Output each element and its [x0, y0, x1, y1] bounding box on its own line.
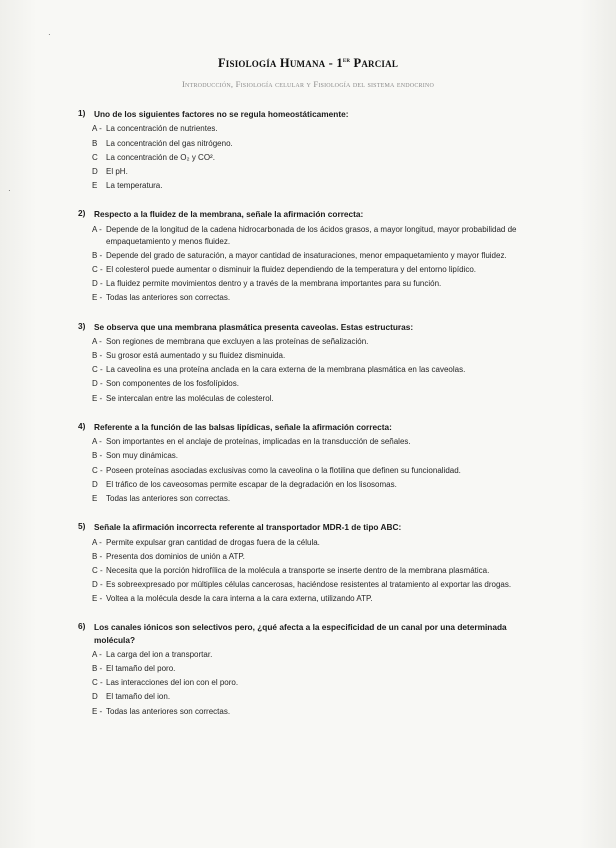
answer-option [92, 378, 548, 390]
option-letter: A - [92, 537, 102, 547]
answer-option [92, 278, 548, 290]
option-text: La carga del ion a transportar. [106, 650, 213, 660]
option-text: El tráfico de los caveosomas permite escapar de la degradación en los lisosomas. [106, 479, 397, 489]
option-list [92, 436, 548, 505]
question-number: 4) [78, 420, 86, 431]
answer-option [92, 565, 548, 577]
option-letter: C - [92, 265, 103, 275]
option-letter: A - [92, 437, 102, 447]
question-3 [78, 321, 548, 405]
option-list [92, 224, 548, 305]
question-text: Los canales iónicos son selectivos pero, ¿qué afecta a la especificidad de un canal por una determinada molécula? [94, 622, 507, 645]
answer-option [92, 336, 548, 348]
option-letter: E [92, 180, 98, 190]
option-letter: E - [92, 293, 103, 303]
option-list [92, 336, 548, 405]
question-5 [78, 521, 548, 605]
question-stem [78, 321, 548, 333]
title-superscript: er [342, 56, 351, 64]
question-stem [78, 521, 548, 533]
answer-option [92, 364, 548, 376]
option-letter: C [92, 152, 98, 162]
exam-subtitle: Introducción, Fisiología celular y Fisiología del sistema endocrino [182, 79, 434, 90]
answer-option [92, 350, 548, 362]
question-1 [78, 108, 548, 192]
option-text: Voltea a la molécula desde la cara interna a la cara externa, utilizando ATP. [106, 593, 373, 603]
option-text: El tamaño del poro. [106, 664, 176, 674]
option-letter: A - [92, 650, 102, 660]
answer-option [92, 152, 548, 164]
question-number: 5) [78, 521, 86, 532]
option-text: Las interacciones del ion con el poro. [106, 678, 239, 688]
option-letter: B - [92, 251, 103, 261]
option-letter: B [92, 138, 98, 148]
option-text: Poseen proteínas asociadas exclusivas como la caveolina o la flotilina que definen su funcionalidad. [106, 465, 461, 475]
option-text: La concentración del gas nitrógeno. [106, 138, 233, 148]
option-list [92, 649, 548, 718]
option-text: La concentración de nutrientes. [106, 124, 218, 134]
exam-header [0, 56, 616, 89]
answer-option [92, 138, 548, 150]
answer-option [92, 250, 548, 262]
option-text: La concentración de O₂ y CO². [106, 152, 215, 162]
question-number: 2) [78, 208, 86, 219]
question-number: 3) [78, 320, 86, 331]
scan-mark: · [8, 186, 11, 195]
answer-option [92, 436, 548, 448]
answer-option [92, 537, 548, 549]
answer-option [92, 465, 548, 477]
answer-option [92, 677, 548, 689]
option-text: Son regiones de membrana que excluyen a las proteínas de señalización. [106, 337, 369, 347]
option-text: Depende del grado de saturación, a mayor cantidad de insaturaciones, menor empaquetamiento y mayor fluidez. [106, 251, 507, 261]
question-6 [78, 621, 548, 718]
option-letter: A - [92, 224, 102, 234]
option-letter: C - [92, 565, 103, 575]
answer-option [92, 493, 548, 505]
exam-title [0, 56, 616, 71]
option-text: El pH. [106, 166, 128, 176]
answer-option [92, 123, 548, 135]
option-letter: D [92, 692, 98, 702]
question-2 [78, 208, 548, 305]
option-letter: B - [92, 451, 103, 461]
option-letter: D - [92, 379, 103, 389]
answer-option [92, 180, 548, 192]
answer-option [92, 649, 548, 661]
option-letter: B - [92, 351, 103, 361]
option-text: La caveolina es una proteína anclada en la cara externa de la membrana plasmática en las caveolas. [106, 365, 466, 375]
answer-option [92, 292, 548, 304]
question-list [78, 108, 548, 734]
option-letter: D [92, 166, 98, 176]
question-stem [78, 421, 548, 433]
option-letter: D - [92, 579, 103, 589]
question-text: Referente a la función de las balsas lipídicas, señale la afirmación correcta: [94, 421, 392, 432]
option-text: Depende de la longitud de la cadena hidrocarbonada de los ácidos grasos, a mayor longitud, mayor probabilidad de empaquetamiento y menos fluidez. [106, 224, 517, 246]
question-4 [78, 421, 548, 505]
option-text: La fluidez permite movimientos dentro y a través de la membrana importantes para su función. [106, 279, 442, 289]
option-text: Permite expulsar gran cantidad de drogas fuera de la célula. [106, 537, 320, 547]
question-stem [78, 108, 548, 120]
answer-option [92, 551, 548, 563]
answer-option [92, 224, 548, 249]
option-text: Todas las anteriores son correctas. [106, 293, 231, 303]
option-letter: E - [92, 706, 103, 716]
answer-option [92, 579, 548, 591]
option-text: El colesterol puede aumentar o disminuir la fluidez dependiendo de la temperatura y del entorno lipídico. [106, 265, 477, 275]
option-letter: C - [92, 465, 103, 475]
option-text: Es sobreexpresado por múltiples células cancerosas, haciéndose resistentes al tratamiento al exportar las drogas. [106, 579, 512, 589]
option-letter: E - [92, 593, 103, 603]
answer-option [92, 450, 548, 462]
title-end: Parcial [350, 56, 399, 71]
option-letter: C - [92, 678, 103, 688]
title-main: Fisiología Humana - 1 [217, 56, 343, 71]
option-text: Necesita que la porción hidrofílica de la molécula a transporte se inserte dentro de la membrana plasmática. [106, 565, 490, 575]
answer-option [92, 593, 548, 605]
option-text: Todas las anteriores son correctas. [106, 706, 231, 716]
option-text: Son componentes de los fosfolípidos. [106, 379, 239, 389]
option-list [92, 123, 548, 192]
option-text: La temperatura. [106, 180, 163, 190]
question-text: Señale la afirmación incorrecta referente al transportador MDR-1 de tipo ABC: [94, 522, 402, 533]
option-letter: B - [92, 664, 103, 674]
option-text: Presenta dos dominios de unión a ATP. [106, 551, 245, 561]
option-letter: E [92, 493, 98, 503]
option-letter: A - [92, 337, 102, 347]
answer-option [92, 706, 548, 718]
scan-mark: · [48, 30, 51, 39]
answer-option [92, 264, 548, 276]
option-text: Su grosor está aumentado y su fluidez disminuida. [106, 351, 286, 361]
option-text: Todas las anteriores son correctas. [106, 493, 231, 503]
option-letter: B - [92, 551, 103, 561]
question-number: 6) [78, 621, 86, 632]
question-stem [78, 621, 548, 646]
option-text: Se intercalan entre las moléculas de colesterol. [106, 393, 274, 403]
option-letter: A - [92, 124, 102, 134]
answer-option [92, 663, 548, 675]
answer-option [92, 479, 548, 491]
question-stem [78, 208, 548, 220]
option-letter: C - [92, 365, 103, 375]
option-list [92, 537, 548, 606]
question-text: Se observa que una membrana plasmática presenta caveolas. Estas estructuras: [94, 321, 414, 332]
answer-option [92, 393, 548, 405]
option-letter: D - [92, 279, 103, 289]
option-text: El tamaño del ion. [106, 692, 171, 702]
answer-option [92, 691, 548, 703]
option-text: Son muy dinámicas. [106, 451, 179, 461]
answer-option [92, 166, 548, 178]
option-letter: D [92, 479, 98, 489]
question-text: Uno de los siguientes factores no se regula homeostáticamente: [94, 109, 349, 119]
question-text: Respecto a la fluidez de la membrana, señale la afirmación correcta: [94, 209, 364, 220]
option-letter: E - [92, 393, 103, 403]
option-text: Son importantes en el anclaje de proteínas, implicadas en la transducción de señales. [106, 437, 411, 447]
question-number: 1) [78, 108, 86, 118]
